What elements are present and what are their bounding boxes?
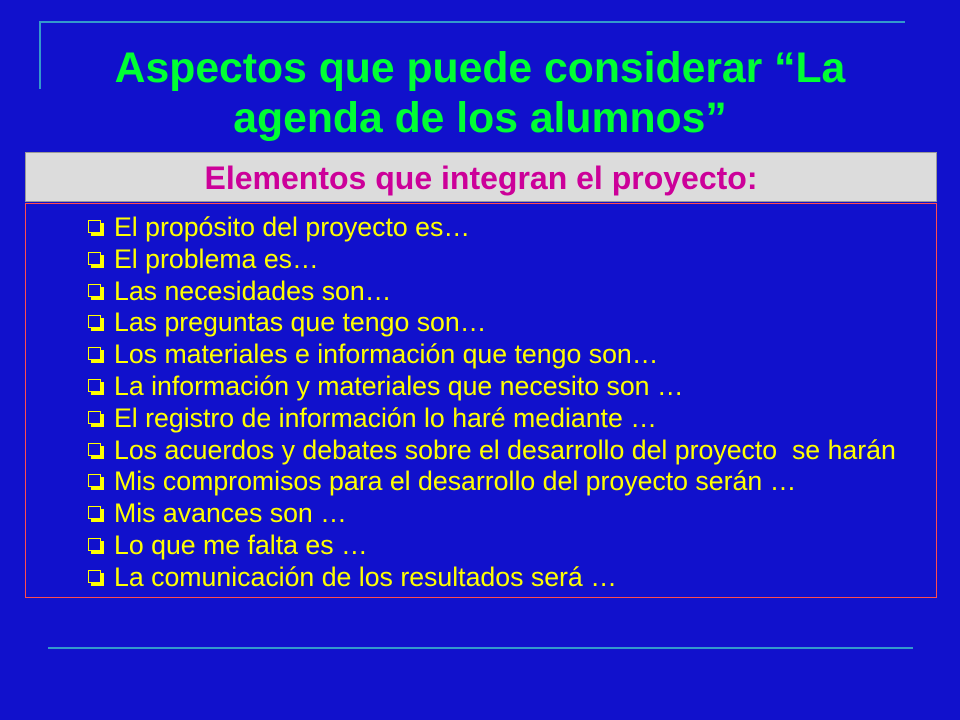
checkbox-bullet-icon [88,538,101,551]
checkbox-bullet-icon [88,220,101,233]
list-item [26,562,936,594]
list-item [26,530,936,562]
checkbox-bullet-icon [88,379,101,392]
checkbox-bullet-icon [88,347,101,360]
list-item [26,466,936,498]
checkbox-bullet-icon [88,506,101,519]
list-item [26,212,936,244]
list-item-text: El propósito del proyecto es… [114,212,471,242]
list-item-text: El problema es… [114,243,319,274]
list-item-text: Los materiales e información que tengo son… [114,339,659,370]
checkbox-bullet-icon [88,474,101,487]
title-line-2: agenda de los alumnos” [233,94,727,142]
list-item [26,498,936,530]
list-item-text: Mis avances son … [114,498,347,529]
list-item-text: Lo que me falta es … [114,529,368,560]
slide-title [0,43,960,143]
section-heading: Elementos que integran el proyecto: [204,160,758,196]
list-item-text: Las necesidades son… [114,275,392,306]
checkbox-bullet-icon [88,411,101,424]
list-item [26,371,936,403]
list-item [26,403,936,435]
top-rule-line [40,21,905,23]
list-item [26,307,936,339]
list-item-text: El registro de información lo haré mediante … [114,402,657,433]
list-item [26,276,936,308]
title-line-1: Aspectos que puede considerar “La [114,44,846,92]
bottom-rule-line [48,647,913,649]
checkbox-bullet-icon [88,570,101,583]
list-item-text: La información y materiales que necesito son … [114,370,684,401]
checkbox-bullet-icon [88,284,101,297]
list-item-text: Las preguntas que tengo son… [114,307,487,338]
checkbox-bullet-icon [88,252,101,265]
list-item-text: Los acuerdos y debates sobre el desarrollo del proyecto se harán [114,434,896,465]
checklist-box [25,203,937,598]
list-item [26,339,936,371]
list-item [26,244,936,276]
checkbox-bullet-icon [88,443,101,456]
list-item-text: Mis compromisos para el desarrollo del proyecto serán … [114,466,797,497]
list-item [26,435,936,467]
section-heading-box [25,152,937,202]
list-item-text: La comunicación de los resultados será … [114,561,617,592]
checkbox-bullet-icon [88,315,101,328]
